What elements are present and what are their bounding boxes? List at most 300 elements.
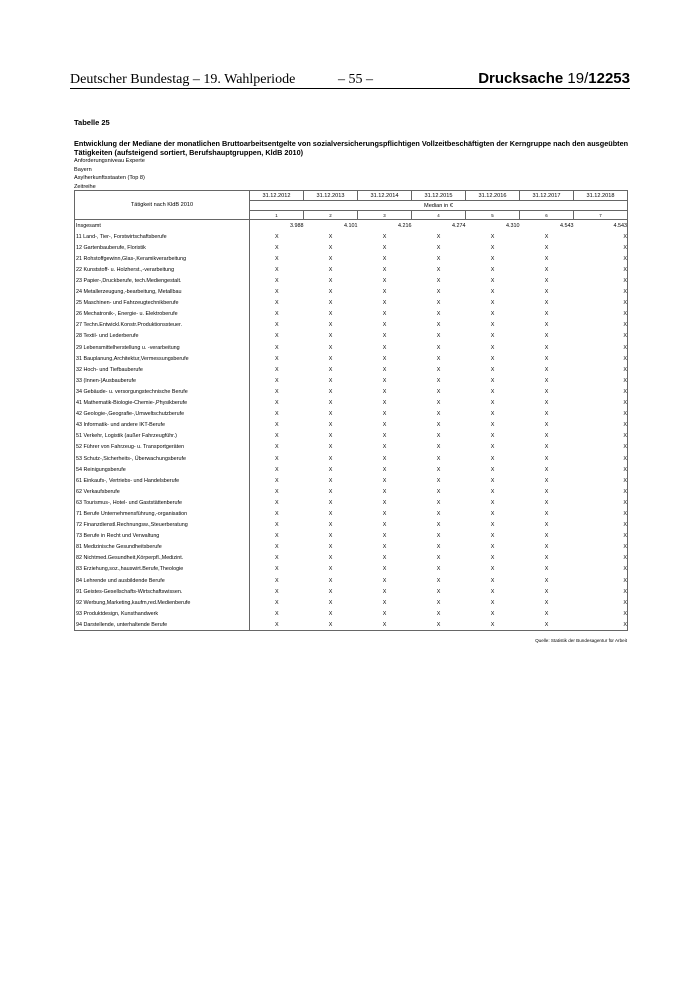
table-cell: X [328, 344, 333, 351]
table-cell: X [436, 544, 441, 551]
table-cell: X [274, 533, 279, 540]
table-meta [74, 157, 145, 191]
table-cell: X [382, 388, 387, 395]
source-note: Quelle: Statistik der Bundesagentur für Arbeit [535, 638, 627, 643]
date-header: 31.12.2015 [412, 191, 466, 201]
date-header: 31.12.2017 [520, 191, 574, 201]
header-doc-series: 19/ [563, 70, 589, 87]
table-cell: X [382, 355, 387, 362]
table-row [75, 464, 628, 475]
table-cell: X [274, 366, 279, 373]
row-label: 83 Erziehung,soz.,hauswirt.Berufe,Theologie [75, 564, 250, 575]
table-row [75, 597, 628, 608]
table-cell: X [544, 533, 549, 540]
column-number: 1 [250, 211, 304, 220]
table-cell: X [490, 588, 495, 595]
table-cell: X [382, 588, 387, 595]
row-label: Insgesamt [75, 220, 250, 232]
table-cell: X [328, 266, 333, 273]
column-number: 4 [412, 211, 466, 220]
table-cell: X [490, 488, 495, 495]
table-cell: X [490, 278, 495, 285]
table-cell: X [544, 566, 549, 573]
table-cell: X [490, 300, 495, 307]
table-number: Tabelle 25 [74, 118, 110, 127]
table-cell: X [274, 510, 279, 517]
column-number: 3 [358, 211, 412, 220]
date-header: 31.12.2014 [358, 191, 412, 201]
table-cell: X [436, 278, 441, 285]
table-cell: X [328, 544, 333, 551]
table-cell: X [328, 388, 333, 395]
table-row [75, 364, 628, 375]
table-row [75, 309, 628, 320]
table-cell: X [574, 453, 628, 464]
table-row [75, 386, 628, 397]
table-cell: X [574, 553, 628, 564]
table-cell: X [436, 588, 441, 595]
table-row [75, 220, 628, 232]
table-cell: X [382, 522, 387, 529]
table-cell: X [328, 455, 333, 462]
table-cell: X [544, 344, 549, 351]
row-label: 62 Verkaufsberufe [75, 486, 250, 497]
table-cell: X [382, 344, 387, 351]
table-cell: X [490, 499, 495, 506]
table-row [75, 353, 628, 364]
table-cell: X [274, 488, 279, 495]
table-cell: X [328, 477, 333, 484]
table-row [75, 231, 628, 242]
table-cell: X [436, 411, 441, 418]
table-row [75, 264, 628, 275]
table-cell: X [490, 566, 495, 573]
table-cell: X [274, 388, 279, 395]
table-cell: X [328, 255, 333, 262]
table-cell: X [328, 333, 333, 340]
table-row [75, 331, 628, 342]
table-cell: X [328, 577, 333, 584]
table-cell: X [382, 610, 387, 617]
table-cell: X [382, 322, 387, 329]
row-label: 81 Medizinische Gesundheitsberufe [75, 542, 250, 553]
table-cell: X [490, 522, 495, 529]
table-row [75, 575, 628, 586]
row-label: 12 Gartenbauberufe, Floristik [75, 242, 250, 253]
table-row [75, 486, 628, 497]
table-cell: X [574, 619, 628, 631]
row-label: 51 Verkehr, Logistik (außer Fahrzeugführ.) [75, 431, 250, 442]
table-cell: X [382, 533, 387, 540]
table-cell: X [574, 542, 628, 553]
column-number: 5 [466, 211, 520, 220]
table-cell: X [382, 233, 387, 240]
table-cell: X [544, 388, 549, 395]
column-number: 7 [574, 211, 628, 220]
table-cell: X [544, 455, 549, 462]
row-label: 93 Produktdesign, Kunsthandwerk [75, 608, 250, 619]
meta-line: Zeitreihe [74, 183, 96, 190]
table-cell: X [490, 533, 495, 540]
table-cell: 3.988 [290, 222, 304, 229]
row-label: 21 Rohstoffgewinn,Glas-,Keramikverarbeitung [75, 253, 250, 264]
table-row [75, 508, 628, 519]
table-cell: X [574, 475, 628, 486]
table-cell: X [274, 377, 279, 384]
table-row [75, 253, 628, 264]
meta-line: Bayern [74, 166, 92, 173]
table-cell: X [274, 544, 279, 551]
table-cell: X [328, 311, 333, 318]
header-publication: Deutscher Bundestag – 19. Wahlperiode [70, 72, 296, 87]
table-cell: X [490, 510, 495, 517]
table-cell: X [412, 619, 466, 631]
table-cell: X [544, 377, 549, 384]
table-cell: X [436, 610, 441, 617]
table-cell: 4.274 [452, 222, 466, 229]
table-cell: X [274, 444, 279, 451]
table-cell: X [436, 499, 441, 506]
data-table [74, 190, 628, 631]
table-cell: X [436, 555, 441, 562]
table-cell: X [544, 278, 549, 285]
table-cell: X [574, 298, 628, 309]
table-cell: X [382, 300, 387, 307]
table-cell: X [382, 411, 387, 418]
table-cell: X [544, 355, 549, 362]
row-label: 24 Metallerzeugung,-bearbeitung, Metallbau [75, 287, 250, 298]
row-label: 26 Mechatronik-, Energie- u. Elektroberufe [75, 309, 250, 320]
table-cell: X [382, 566, 387, 573]
table-cell: X [544, 411, 549, 418]
stub-header: Tätigkeit nach KldB 2010 [75, 191, 250, 220]
table-cell: X [520, 619, 574, 631]
table-cell: X [328, 244, 333, 251]
table-cell: X [436, 311, 441, 318]
table-row [75, 431, 628, 442]
table-cell: X [382, 555, 387, 562]
table-cell: X [274, 499, 279, 506]
table-cell: X [436, 233, 441, 240]
table-cell: X [436, 510, 441, 517]
table-cell: X [544, 322, 549, 329]
table-cell: X [436, 355, 441, 362]
table-cell: 4.543 [574, 220, 628, 232]
table-cell: X [382, 499, 387, 506]
row-label: 82 Nichtmed.Gesundheit,Körperpfl.,Medizint. [75, 553, 250, 564]
table-cell: X [436, 577, 441, 584]
table-cell: X [544, 488, 549, 495]
row-label: 29 Lebensmittelherstellung u. -verarbeitung [75, 342, 250, 353]
table-row [75, 398, 628, 409]
table-row [75, 553, 628, 564]
table-cell: X [328, 289, 333, 296]
table-cell: X [328, 610, 333, 617]
table-cell: X [274, 433, 279, 440]
table-row [75, 520, 628, 531]
table-cell: X [274, 411, 279, 418]
table-cell: X [574, 287, 628, 298]
table-cell: X [436, 488, 441, 495]
table-cell: X [274, 577, 279, 584]
table-cell: X [274, 555, 279, 562]
table-cell: X [382, 422, 387, 429]
table-cell: X [490, 377, 495, 384]
table-cell: X [436, 466, 441, 473]
table-cell: X [544, 422, 549, 429]
table-row [75, 453, 628, 464]
header-doc-number: 12253 [588, 70, 630, 87]
table-cell: X [544, 289, 549, 296]
meta-line: Asylherkunftsstaaten (Top 8) [74, 175, 145, 182]
table-cell: X [490, 388, 495, 395]
table-cell: X [274, 610, 279, 617]
table-cell: X [490, 555, 495, 562]
table-cell: X [328, 444, 333, 451]
table-cell: X [544, 255, 549, 262]
table-cell: X [574, 320, 628, 331]
table-cell: X [274, 322, 279, 329]
table-cell: X [544, 577, 549, 584]
table-cell: X [544, 311, 549, 318]
row-label: 53 Schutz-,Sicherheits-, Überwachungsberufe [75, 453, 250, 464]
table-row [75, 342, 628, 353]
table-cell: X [490, 344, 495, 351]
table-cell: X [328, 499, 333, 506]
table-row [75, 409, 628, 420]
table-cell: X [382, 477, 387, 484]
table-cell: X [274, 333, 279, 340]
table-row [75, 475, 628, 486]
table-cell: X [328, 566, 333, 573]
table-cell: X [544, 366, 549, 373]
table-cell: X [544, 588, 549, 595]
table-cell: X [574, 264, 628, 275]
row-label: 32 Hoch- und Tiefbauberufe [75, 364, 250, 375]
table-cell: X [436, 266, 441, 273]
table-cell: X [382, 255, 387, 262]
table-row [75, 298, 628, 309]
table-cell: X [490, 255, 495, 262]
table-cell: X [544, 522, 549, 529]
table-cell: X [274, 588, 279, 595]
table-cell: X [436, 377, 441, 384]
table-cell: X [490, 333, 495, 340]
table-cell: X [382, 444, 387, 451]
date-header: 31.12.2012 [250, 191, 304, 201]
table-row [75, 619, 628, 631]
table-cell: X [274, 477, 279, 484]
table-cell: X [574, 242, 628, 253]
table-cell: X [490, 289, 495, 296]
table-cell: X [328, 433, 333, 440]
row-label: 52 Führer von Fahrzeug- u. Transportgeräten [75, 442, 250, 453]
table-cell: X [490, 244, 495, 251]
table-cell: X [328, 233, 333, 240]
table-row [75, 542, 628, 553]
table-cell: X [574, 508, 628, 519]
table-cell: X [490, 466, 495, 473]
table-cell: X [544, 610, 549, 617]
table-cell: X [328, 533, 333, 540]
table-cell: X [328, 355, 333, 362]
table-cell: X [328, 466, 333, 473]
table-cell: X [382, 266, 387, 273]
table-cell: 4.216 [398, 222, 412, 229]
row-label: 94 Darstellende, unterhaltende Berufe [75, 619, 250, 631]
table-cell: X [382, 599, 387, 606]
table-cell: X [574, 386, 628, 397]
table-cell: X [328, 599, 333, 606]
table-cell: X [274, 311, 279, 318]
row-label: 61 Einkaufs-, Vertriebs- und Handelsberufe [75, 475, 250, 486]
row-label: 42 Geologie-,Geografie-,Umweltschutzberufe [75, 409, 250, 420]
table-cell: X [490, 311, 495, 318]
table-cell: X [436, 444, 441, 451]
table-cell: X [382, 377, 387, 384]
table-cell: X [544, 444, 549, 451]
table-row [75, 242, 628, 253]
table-cell: X [544, 233, 549, 240]
row-label: 23 Papier-,Druckberufe, tech.Mediengestalt. [75, 275, 250, 286]
row-label: 73 Berufe in Recht und Verwaltung [75, 531, 250, 542]
table-cell: X [274, 233, 279, 240]
table-cell: X [574, 442, 628, 453]
row-label: 71 Berufe Unternehmensführung,-organisation [75, 508, 250, 519]
table-cell: X [382, 488, 387, 495]
table-cell: X [274, 266, 279, 273]
table-cell: X [574, 398, 628, 409]
table-cell: X [328, 422, 333, 429]
table-cell: X [544, 466, 549, 473]
table-cell: X [490, 455, 495, 462]
table-cell: X [436, 388, 441, 395]
table-cell: X [274, 355, 279, 362]
table-cell: X [328, 377, 333, 384]
table-cell: X [436, 344, 441, 351]
table-cell: X [274, 344, 279, 351]
table-cell: X [490, 366, 495, 373]
table-cell: X [490, 477, 495, 484]
table-cell: X [490, 322, 495, 329]
table-cell: X [328, 555, 333, 562]
row-label: 43 Informatik- und andere IKT-Berufe [75, 420, 250, 431]
date-header: 31.12.2018 [574, 191, 628, 201]
unit-header: Median in € [250, 201, 628, 211]
table-cell: X [328, 588, 333, 595]
table-cell: X [574, 409, 628, 420]
page-header [70, 70, 630, 90]
table-cell: X [382, 577, 387, 584]
table-cell: X [328, 411, 333, 418]
table-title: Entwicklung der Mediane der monatlichen Bruttoarbeitsentgelte von sozialversicherungspflichtigen Vollzeitbeschäftigten der Kerngruppe nach den ausgeübten Tätigkeiten (aufsteigend sortiert, Berufshauptgruppen, KldB 2010) [74, 139, 629, 157]
table-cell: X [436, 300, 441, 307]
table-cell: X [358, 619, 412, 631]
table-cell: X [544, 499, 549, 506]
table-cell: X [436, 289, 441, 296]
table-cell: X [382, 510, 387, 517]
table-cell: X [328, 300, 333, 307]
table-cell: X [490, 544, 495, 551]
table-cell: X [574, 575, 628, 586]
table-cell: X [574, 464, 628, 475]
table-cell: X [490, 599, 495, 606]
row-label: 72 Finanzdienstl.Rechnungsw.,Steuerberatung [75, 520, 250, 531]
table-row [75, 287, 628, 298]
table-cell: X [574, 608, 628, 619]
column-number: 6 [520, 211, 574, 220]
table-cell: X [436, 400, 441, 407]
table-cell: X [436, 333, 441, 340]
table-row [75, 320, 628, 331]
row-label: 91 Geistes-Gesellschafts-Wirtschaftswissen. [75, 586, 250, 597]
table-cell: X [382, 244, 387, 251]
table-cell: X [574, 253, 628, 264]
row-label: 54 Reinigungsberufe [75, 464, 250, 475]
table-cell: X [574, 309, 628, 320]
table-cell: X [574, 586, 628, 597]
table-cell: X [466, 619, 520, 631]
table-cell: X [574, 375, 628, 386]
table-cell: X [490, 411, 495, 418]
table-row [75, 442, 628, 453]
table-cell: X [574, 497, 628, 508]
row-label: 84 Lehrende und ausbildende Berufe [75, 575, 250, 586]
table-cell: X [382, 466, 387, 473]
table-cell: 4.310 [506, 222, 520, 229]
table-cell: X [490, 355, 495, 362]
table-cell: X [544, 599, 549, 606]
table-cell: X [274, 522, 279, 529]
table-cell: X [490, 577, 495, 584]
table-cell: X [274, 400, 279, 407]
table-cell: X [436, 255, 441, 262]
table-cell: X [250, 619, 304, 631]
table-row [75, 375, 628, 386]
row-label: 22 Kunststoff- u. Holzherst.,-verarbeitung [75, 264, 250, 275]
table-cell: X [274, 455, 279, 462]
table-cell: X [574, 420, 628, 431]
table-cell: X [382, 333, 387, 340]
table-cell: X [274, 422, 279, 429]
table-cell: X [382, 311, 387, 318]
table-cell: X [544, 400, 549, 407]
table-cell: X [436, 477, 441, 484]
header-rule [70, 88, 630, 89]
table-cell: X [436, 455, 441, 462]
table-cell: X [544, 477, 549, 484]
table-cell: X [328, 400, 333, 407]
table-cell: X [544, 544, 549, 551]
table-cell: X [274, 278, 279, 285]
table-cell: X [274, 599, 279, 606]
table-cell: X [304, 619, 358, 631]
header-page-number: – 55 – [338, 72, 373, 87]
table-cell: X [382, 433, 387, 440]
table-cell: X [490, 610, 495, 617]
table-row [75, 420, 628, 431]
table-cell: X [544, 510, 549, 517]
table-cell: X [574, 353, 628, 364]
table-cell: X [544, 244, 549, 251]
table-cell: X [574, 520, 628, 531]
table-cell: X [274, 300, 279, 307]
table-cell: X [490, 422, 495, 429]
table-cell: X [274, 566, 279, 573]
table-cell: X [574, 331, 628, 342]
meta-line: Anforderungsniveau Experte [74, 158, 145, 164]
table-cell: X [574, 231, 628, 242]
